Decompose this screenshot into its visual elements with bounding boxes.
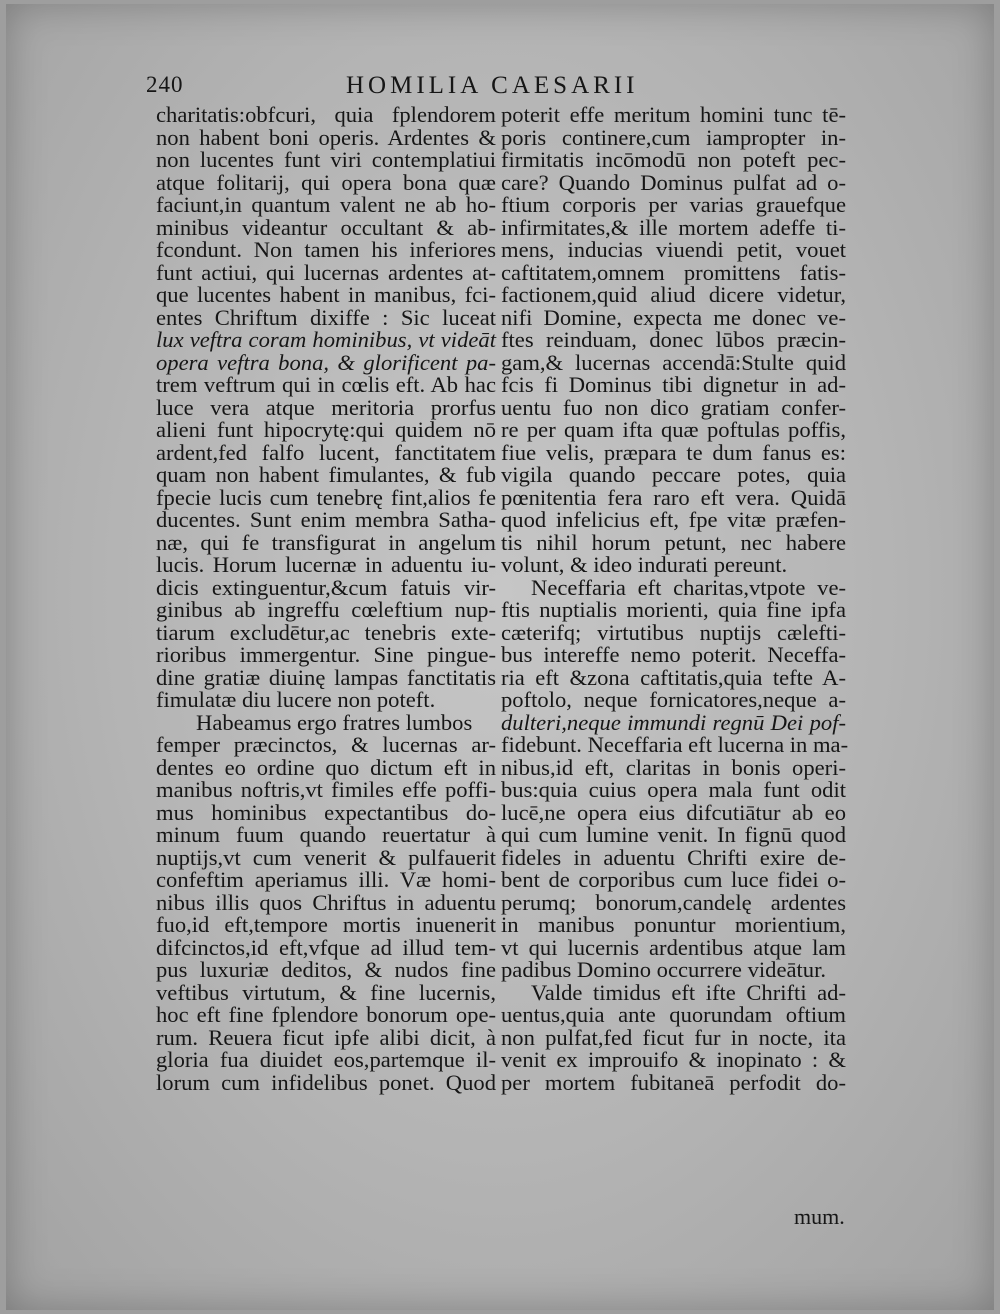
page-header xyxy=(146,72,836,102)
text-line: non pulfat,fed ficut fur in nocte, ita xyxy=(501,1024,846,1050)
text-line: re per quam ifta quæ poftulas poffis, xyxy=(501,417,846,442)
text-line: mus hominibus expectantibus do- xyxy=(156,799,496,825)
text-line: lucē,ne opera eius difcutiātur ab eo xyxy=(501,799,846,825)
text-line: veftibus virtutum, & fine lucernis, xyxy=(156,979,496,1005)
text-line: volunt, & ideo indurati pereunt. xyxy=(501,552,788,577)
text-line: fideles in aduentu Chrifti exire de- xyxy=(501,844,846,870)
text-line: firmitatis incōmodū non poteft pec- xyxy=(501,147,846,172)
text-line: vigila quando peccare potes, quia xyxy=(501,462,846,487)
text-line: trem veftrum qui in cœlis eft. Ab hac xyxy=(156,372,496,397)
text-line: nuptijs,vt cum venerit & pulfauerit xyxy=(156,844,496,870)
text-line: factionem,quid aliud dicere videtur, xyxy=(501,282,846,307)
text-line: caftitatem,omnem promittens fatis- xyxy=(501,259,846,285)
text-line: pœnitentia fera raro eft vera. Quidā xyxy=(501,484,846,510)
text-line: quod infelicius eft, fpe vitæ præfen- xyxy=(501,507,846,532)
text-line: poterit effe meritum homini tunc tē- xyxy=(501,102,846,127)
text-line: dicis extinguentur,&cum fatuis vir- xyxy=(156,574,496,600)
text-line: funt actiui, qui lucernas ardentes at- xyxy=(156,259,496,285)
running-title: HOMILIA CAESARII xyxy=(346,72,639,99)
text-line: hoc eft fine fplendore bonorum ope- xyxy=(156,1002,496,1027)
text-line: non lucentes funt viri contemplatiui xyxy=(156,147,496,172)
text-line: per mortem fubitaneā perfodit do- xyxy=(501,1069,846,1095)
text-line: uentus,quia ante quorundam oftium xyxy=(501,1002,846,1027)
book-page xyxy=(6,4,994,1310)
text-line: tiarum excludētur,ac tenebris exte- xyxy=(156,619,496,645)
text-line: ftes reinduam, donec lūbos præcin- xyxy=(501,327,846,352)
text-line: que lucentes habent in manibus, fci- xyxy=(156,282,496,307)
text-line: in manibus ponuntur morientium, xyxy=(501,912,846,937)
text-line: infirmitates,& ille mortem adeffe ti- xyxy=(501,214,846,240)
text-line: poris continere,cum iampropter in- xyxy=(501,124,846,150)
text-line: luce vera atque meritoria prorfus xyxy=(156,394,496,420)
text-line: ria eft &zona caftitatis,quia tefte A- xyxy=(501,664,846,690)
text-line: lucis. Horum lucernæ in aduentu iu- xyxy=(156,552,496,577)
text-line: difcinctos,id eft,vfque ad illud tem- xyxy=(156,934,496,960)
text-line: qui cum lumine venit. In fignū quod xyxy=(501,822,846,847)
text-line: dentes eo ordine quo dictum eft in xyxy=(156,754,496,780)
text-line: care? Quando Dominus pulfat ad o- xyxy=(501,169,846,195)
text-line: dine gratiæ diuinę lampas fanctitatis xyxy=(156,664,496,690)
left-text-column xyxy=(156,104,496,1094)
catchword: mum. xyxy=(794,1204,845,1229)
text-line: cæterifq; virtutibus nuptijs cælefti- xyxy=(501,619,846,645)
text-line: tis nihil horum petunt, nec habere xyxy=(501,529,846,555)
text-line: lorum cum infidelibus ponet. Quod xyxy=(156,1069,496,1095)
text-line: femper præcinctos, & lucernas ar- xyxy=(156,732,496,757)
text-line: dulteri,neque immundi regnū Dei pof- xyxy=(501,709,846,735)
text-line: nibus,id eft, claritas in bonis operi- xyxy=(501,754,846,780)
text-line: fcondunt. Non tamen his inferiores xyxy=(156,237,496,262)
text-line: bus intereffe nemo poterit. Neceffa- xyxy=(501,642,846,667)
text-line: pus luxuriæ deditos, & nudos fine xyxy=(156,957,496,982)
text-line: gloria fua diuidet eos,partemque il- xyxy=(156,1047,496,1072)
text-line: perumq; bonorum,candelę ardentes xyxy=(501,889,846,915)
text-line: fiue velis, præpara te dum fanus es: xyxy=(501,439,846,465)
text-line: confeftim aperiamus illi. Væ homi- xyxy=(156,867,496,892)
text-line: nifi Domine, expecta me donec ve- xyxy=(501,304,846,330)
text-line: charitatis:obfcuri, quia fplendorem xyxy=(156,102,496,127)
text-line: non habent boni operis. Ardentes & xyxy=(156,124,496,150)
text-line: faciunt,in quantum valent ne ab ho- xyxy=(156,192,496,217)
text-line: ftium corporis per varias grauefque xyxy=(501,192,846,217)
right-text-column xyxy=(501,102,849,1095)
text-line: entes Chriftum dixiffe : Sic luceat xyxy=(156,304,496,330)
text-line: Neceffaria eft charitas,vtpote ve- xyxy=(531,574,846,600)
text-line: manibus noftris,vt fimiles effe poffi- xyxy=(156,777,496,802)
text-line: næ, qui fe transfigurat in angelum xyxy=(156,529,496,555)
text-line: venit ex improuifo & inopinato : & xyxy=(501,1047,846,1072)
page-number: 240 xyxy=(146,72,184,97)
text-line: vt qui lucernis ardentibus atque lam xyxy=(501,934,846,960)
text-line: minum fuum quando reuertatur à xyxy=(156,822,496,847)
text-line: bus:quia cuius opera mala funt odit xyxy=(501,777,846,802)
text-line: ftis nuptialis morienti, quia fine ipfa xyxy=(501,597,846,622)
text-line: ginibus ab ingreffu cœleftium nup- xyxy=(156,597,496,622)
text-line: alieni funt hipocrytę:qui quidem nō xyxy=(156,417,496,442)
text-line: ducentes. Sunt enim membra Satha- xyxy=(156,507,496,532)
text-line: fidebunt. Neceffaria eft lucerna in ma- xyxy=(501,732,849,757)
text-line: quam non habent fimulantes, & fub xyxy=(156,462,496,487)
text-line: minibus videantur occultant & ab- xyxy=(156,214,496,240)
text-line: opera veftra bona, & glorificent pa- xyxy=(156,349,496,375)
text-line: padibus Domino occurrere videātur. xyxy=(501,957,826,982)
text-line: rioribus immergentur. Sine pingue- xyxy=(156,642,496,667)
text-line: nibus illis quos Chriftus in aduentu xyxy=(156,889,496,915)
text-line: lux veftra coram hominibus, vt videāt xyxy=(156,327,496,352)
text-line: fuo,id eft,tempore mortis inuenerit xyxy=(156,912,496,937)
text-line: Valde timidus eft ifte Chrifti ad- xyxy=(531,979,846,1005)
text-line: atque folitarij, qui opera bona quæ xyxy=(156,169,496,195)
text-line: gam,& lucernas accendā:Stulte quid xyxy=(501,349,846,375)
text-line: fimulatæ diu lucere non poteft. xyxy=(156,687,436,712)
text-line: Habeamus ergo fratres lumbos xyxy=(196,709,473,735)
text-line: mens, inducias viuendi petit, vouet xyxy=(501,237,846,262)
text-line: bent de corporibus cum luce fidei o- xyxy=(501,867,846,892)
text-line: poftolo, neque fornicatores,neque a- xyxy=(501,687,846,712)
text-line: rum. Reuera ficut ipfe alibi dicit, à xyxy=(156,1024,496,1050)
text-line: fcis fi Dominus tibi dignetur in ad- xyxy=(501,372,846,397)
text-line: uentu fuo non dico gratiam confer- xyxy=(501,394,846,420)
text-line: fpecie lucis cum tenebrę fint,alios fe xyxy=(156,484,496,510)
text-line: ardent,fed falfo lucent, fanctitatem xyxy=(156,439,496,465)
